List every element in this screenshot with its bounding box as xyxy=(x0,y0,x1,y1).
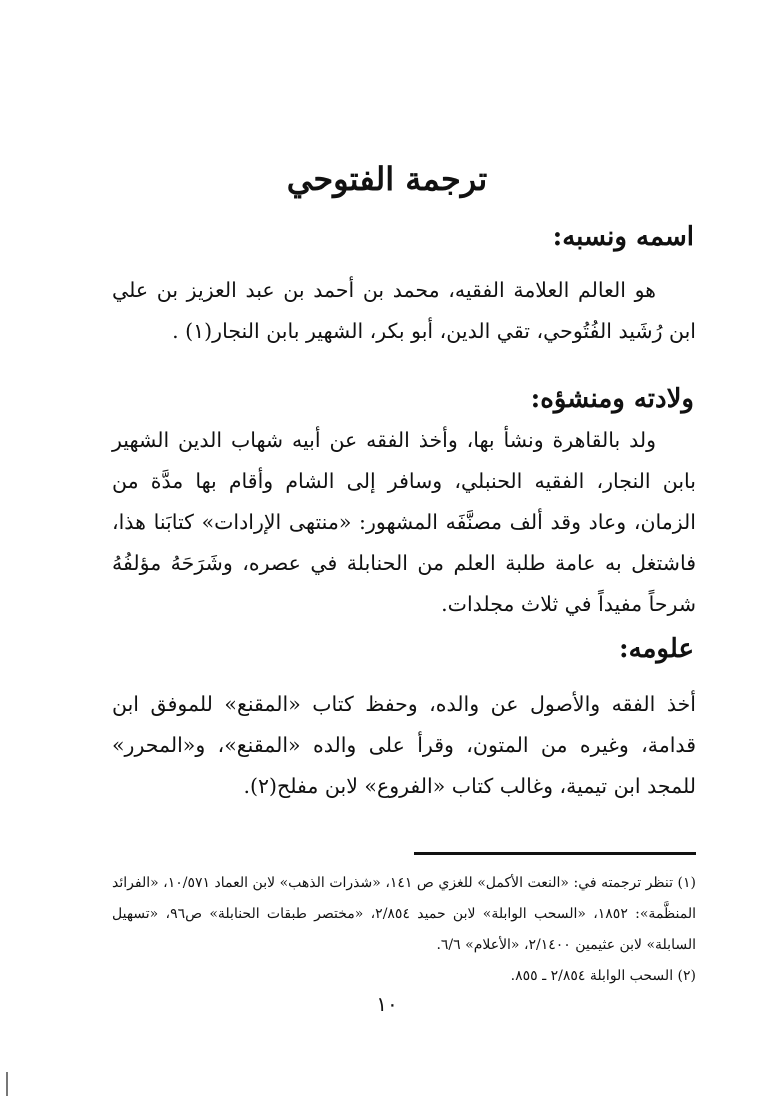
page-number: ١٠ xyxy=(376,992,398,1016)
paragraph-name-lineage: هو العالم العلامة الفقيه، محمد بن أحمد بن عبد العزيز بن علي ابن رُشَيد الفُتُوحي، تقي الدين، أبو بكر، الشهير بابن النجار(١) . xyxy=(112,278,696,343)
section-heading-birth-upbringing: ولادته ومنشؤه: xyxy=(530,384,694,414)
footnote-divider xyxy=(414,852,696,855)
paragraph-birth-upbringing: ولد بالقاهرة ونشأ بها، وأخذ الفقه عن أبيه شهاب الدين الشهير بابن النجار، الفقيه الحنبلي، وسافر إلى الشام وأقام بها مدَّة من الزمان، وعاد وقد ألف مصنَّفَه المشهور: «منتهى الإرادات» كتابَنا هذا، فاشتغل به عامة طلبة العلم من الحنابلة في عصره، وشَرَحَهُ مؤلفُهُ شرحاً مفيداً في ثلاث مجلدات. xyxy=(112,428,696,616)
footnotes xyxy=(112,868,696,992)
paragraph-knowledge: أخذ الفقه والأصول عن والده، وحفظ كتاب «المقنع» للموفق ابن قدامة، وغيره من المتون، وقرأ على والده «المقنع»، و«المحرر» للمجد ابن تيمية، وغالب كتاب «الفروع» لابن مفلح(٢). xyxy=(112,692,696,798)
section-heading-name-lineage: اسمه ونسبه: xyxy=(552,222,694,252)
footnote-2: (٢) السحب الوابلة ٢/٨٥٤ ـ ٨٥٥. xyxy=(510,968,696,984)
page-title: ترجمة الفتوحي xyxy=(286,160,488,198)
footnote-1: (١) تنظر ترجمته في: «النعت الأكمل» للغزي ص ١٤١، «شذرات الذهب» لابن العماد ١٠/٥٧١، «الفرائد المنظَّمة»: ١٨٥٢، «السحب الوابلة» لابن حميد ٢/٨٥٤، «مختصر طبقات الحنابلة» ص٩٦، «تسهيل السابلة» لابن عثيمين ٢/١٤٠٠، «الأعلام» ٦/٦. xyxy=(112,875,696,953)
section-heading-knowledge: علومه: xyxy=(618,634,694,664)
scan-edge-mark xyxy=(6,1072,8,1096)
